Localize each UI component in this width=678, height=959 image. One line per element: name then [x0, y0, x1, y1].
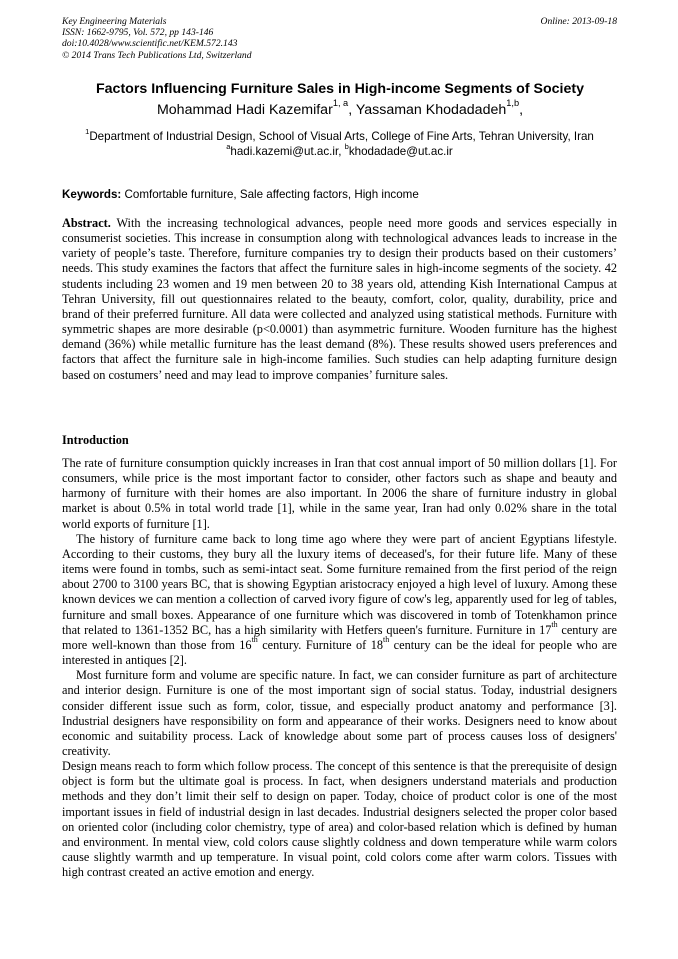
email-b-sup: b — [344, 141, 349, 151]
keywords-text: Comfortable furniture, Sale affecting factors, High income — [121, 188, 419, 201]
affiliation-line — [62, 127, 617, 145]
p2-text-d: century can be the ideal for people who are interested in antiques [2]. — [62, 637, 617, 668]
abstract-text: With the increasing technological advances, people need more goods and services especially in consumerist societies. This increase in consumption along with technological advances leads to increase in the variety of people’s taste. Therefore, furniture companies try to design their products based on their customers’ needs. This study examines the factors that affect the furniture sales in high-income segments of the society. 42 students including 23 women and 19 men between 20 to 38 years old, attending Kish International Campus at Tehran University, fill out questionnaires related to the beauty, comfort, color, quality, durability, price and brand of their preferred furniture. All data were collected and analyzed using statistical methods. Furniture with symmetric shapes are more desirable (p<0.0001) than asymmetric furniture. Wooden furniture has the highest demand (36%) while metallic furniture has the least demand (8%). These results showed users preferences and factors that affect the furniture sale in high-income families. Such studies can help adapting furniture design based on costumers’ need and may lead to improve companies’ furniture sales. — [62, 216, 617, 382]
p2-text-b: century are more well-known than those from 16 — [62, 622, 617, 652]
intro-paragraph-4: Design means reach to form which follow process. The concept of this sentence is that the prerequisite of design object is form but the ultimate goal is process. In fact, when designers understand materials and production methods and they don’t limit their self to design on paper. Today, choice of product color is one of the most important issues in field of industrial design in last decades. Industrial designers selected the proper color based on oriented color (including color chemistry, type of area) and color-based relation which is defined by human and environment. In mental view, cold colors cause slightly coldness and down temperature while warm colors cause slightly warmth and up temperature. In visual point, cold colors come after warm colors. Tissues with high contrast created an active emotion and energy. — [62, 759, 617, 880]
copyright-line: © 2014 Trans Tech Publications Ltd, Switzerland — [62, 49, 252, 61]
author-2-affil: 1,b — [506, 98, 520, 108]
p2-text-c: century. Furniture of 18 — [257, 637, 384, 652]
intro-paragraph-1: The rate of furniture consumption quickly increases in Iran that cost annual import of 50 million dollars [1]. For consumers, while price is the most important factor to consider, other factors such as shape and beauty and harmony of furniture with their homes are also important. In 2006 the share of furniture industry in global market is about 0.5% in total world trade [1], while in the same year, Iran had only 0.02% share in the total world exports of furniture [1]. — [62, 456, 617, 531]
email-a-sup: a — [226, 141, 231, 151]
email-line — [62, 141, 617, 160]
email-a[interactable]: hadi.kazemi@ut.ac.ir — [230, 144, 339, 158]
keywords-label: Keywords: — [62, 188, 122, 201]
paper-title: Factors Influencing Furniture Sales in High-income Segments of Society — [96, 81, 584, 97]
author-trail: , — [519, 102, 524, 118]
affiliation-sup: 1 — [85, 127, 90, 136]
abstract-section — [62, 216, 617, 383]
issn-line: ISSN: 1662-9795, Vol. 572, pp 143-146 — [62, 27, 214, 39]
online-date: Online: 2013-09-18 — [540, 16, 617, 27]
intro-paragraph-2 — [62, 532, 617, 668]
keywords-line — [62, 187, 617, 202]
author-line — [40, 98, 640, 119]
author-1: Mohammad Hadi Kazemifar — [156, 102, 333, 118]
email-separator: , — [338, 144, 345, 158]
affiliation-block — [62, 127, 617, 159]
journal-header — [62, 16, 617, 61]
abstract-paragraph — [62, 216, 617, 383]
author-separator: , — [348, 102, 356, 118]
p2-sup-3: th — [383, 634, 390, 644]
affiliation-text: Department of Industrial Design, School of Visual Arts, College of Fine Arts, Tehran University, Iran — [89, 130, 594, 143]
p2-sup-2: th — [251, 634, 258, 644]
doi-line: doi:10.4028/www.scientific.net/KEM.572.143 — [62, 38, 238, 50]
email-b[interactable]: khodadade@ut.ac.ir — [348, 144, 453, 158]
p2-sup-1: th — [551, 619, 558, 629]
introduction-section — [62, 456, 617, 880]
p2-text-a: The history of furniture came back to long time ago where they were part of ancient Egyptians lifestyle. According to their customs, they bury all the luxury items of deceased's, for their future life. Many of these items were found in tombs, such as semi-intact seat. Some furniture remained from the first period of the reign about 2700 to 3100 years BC, that is showing Egyptian aristocracy enjoyed a high level of luxury. Among these known devices we can mention a collection of carved ivory figure of cow's leg, apparently used for leg of tables, furniture and small boxes. Appearance of one furniture which was discovered in tomb of Totenkhamon prince that related to 1361-1352 BC, has a high similarity with Hetfers queen's furniture. Furniture in 17 — [62, 531, 617, 637]
author-2: Yassaman Khodadadeh — [355, 102, 507, 118]
intro-paragraph-3: Most furniture form and volume are specific nature. In fact, we can consider furniture as part of architecture and interior design. Furniture is one of the most important sign of social status. Today, industrial designers consider different issue such as form, color, tissue, and especially product anatomy and performance [3]. Industrial designers have responsibility on form and appearance of their works. Designers need to know about economic and suitability process. Lack of knowledge about some part of process causes loss of designers' creativity. — [62, 668, 617, 758]
abstract-label: Abstract. — [62, 216, 111, 230]
author-1-affil: 1, a — [332, 98, 349, 108]
introduction-heading: Introduction — [62, 433, 129, 447]
journal-name: Key Engineering Materials — [62, 16, 167, 27]
